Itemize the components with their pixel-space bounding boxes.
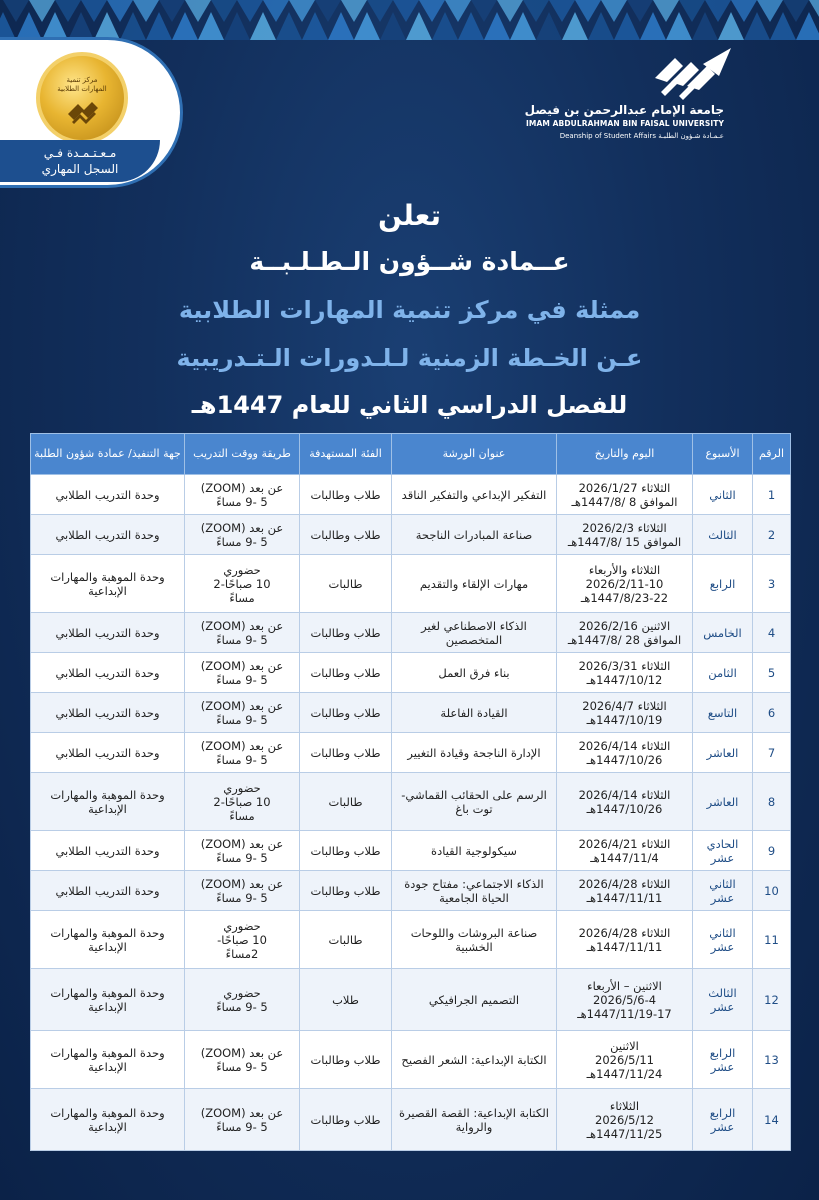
triangle-shape bbox=[705, 0, 731, 22]
cell-method: عن بعد (ZOOM) 5 -9 مساءً bbox=[185, 1089, 300, 1151]
table-row bbox=[31, 1089, 791, 1151]
cell-audience: طالبات bbox=[300, 911, 392, 969]
cell-audience: طلاب وطالبات bbox=[300, 871, 392, 911]
cell-method: عن بعد (ZOOM) 5 -9 مساءً bbox=[185, 475, 300, 515]
cell-title: التصميم الجرافيكي bbox=[392, 969, 557, 1031]
cell-week: الرابع عشر bbox=[693, 1031, 753, 1089]
cell-num: 14 bbox=[753, 1089, 791, 1151]
cell-date: الاثنين 2026/5/11 1447/11/24هـ bbox=[557, 1031, 693, 1089]
cell-week: التاسع bbox=[693, 693, 753, 733]
cell-num: 8 bbox=[753, 773, 791, 831]
triangle-pattern bbox=[0, 0, 819, 40]
university-name-en: IMAM ABDULRAHMAN BIN FAISAL UNIVERSITY bbox=[525, 119, 724, 128]
triangle-shape bbox=[289, 0, 315, 22]
triangle-shape bbox=[328, 12, 354, 40]
cell-date: الثلاثاء 2026/4/14 1447/10/26هـ bbox=[557, 773, 693, 831]
header-method: طريقة ووقت التدريب bbox=[185, 434, 300, 475]
table-row bbox=[31, 515, 791, 555]
cell-num: 6 bbox=[753, 693, 791, 733]
table-row bbox=[31, 969, 791, 1031]
triangle-shape bbox=[302, 12, 328, 40]
cell-week: العاشر bbox=[693, 773, 753, 831]
cell-num: 11 bbox=[753, 911, 791, 969]
cell-audience: طلاب وطالبات bbox=[300, 653, 392, 693]
cell-method: حضوري 10 صباحًا-2 مساءً bbox=[185, 555, 300, 613]
triangle-shape bbox=[666, 12, 692, 40]
header-week: الأسبوع bbox=[693, 434, 753, 475]
medal-text-2: المهارات الطلابية bbox=[57, 85, 107, 93]
cell-method: عن بعد (ZOOM) 5 -9 مساءً bbox=[185, 693, 300, 733]
cell-unit: وحدة الموهبة والمهارات الإبداعية bbox=[31, 1031, 185, 1089]
cell-audience: طلاب وطالبات bbox=[300, 1031, 392, 1089]
triangle-shape bbox=[679, 0, 705, 22]
gold-medal-icon bbox=[36, 52, 128, 144]
heading-semester: للفصل الدراسي الثاني للعام 1447هـ bbox=[191, 391, 628, 419]
triangle-shape bbox=[224, 12, 250, 40]
triangle-shape bbox=[341, 0, 367, 22]
triangle-shape bbox=[211, 0, 237, 22]
heading-plan: عـن الخـطة الزمنية لـلـدورات الـتـدريبية bbox=[176, 344, 643, 372]
triangle-shape bbox=[562, 12, 588, 40]
skills-record-badge bbox=[0, 40, 180, 185]
triangle-shape bbox=[653, 0, 679, 22]
cell-date: الاثنين 2026/2/16 الموافق 28 /1447/8هـ bbox=[557, 613, 693, 653]
triangle-shape bbox=[744, 12, 770, 40]
header-unit: جهة التنفيذ/ عمادة شؤون الطلبة bbox=[31, 434, 185, 475]
heading-center: ممثلة في مركز تنمية المهارات الطلابية bbox=[178, 296, 641, 324]
cell-date: الثلاثاء 2026/4/7 1447/10/19هـ bbox=[557, 693, 693, 733]
triangle-shape bbox=[198, 12, 224, 40]
cell-num: 12 bbox=[753, 969, 791, 1031]
triangle-shape bbox=[81, 0, 107, 22]
triangle-shape bbox=[627, 0, 653, 22]
triangle-shape bbox=[510, 12, 536, 40]
cell-audience: طلاب وطالبات bbox=[300, 613, 392, 653]
triangle-shape bbox=[471, 0, 497, 22]
badge-caption bbox=[0, 140, 160, 182]
triangle-shape bbox=[432, 12, 458, 40]
cell-date: الثلاثاء والأربعاء 2026/2/11-10 1447/8/23-22هـ bbox=[557, 555, 693, 613]
cell-audience: طلاب وطالبات bbox=[300, 733, 392, 773]
cell-week: الرابع bbox=[693, 555, 753, 613]
triangle-shape bbox=[146, 12, 172, 40]
cell-method: حضوري 5 -9 مساءً bbox=[185, 969, 300, 1031]
cell-num: 13 bbox=[753, 1031, 791, 1089]
triangle-shape bbox=[354, 12, 380, 40]
triangle-shape bbox=[94, 12, 120, 40]
triangle-shape bbox=[601, 0, 627, 22]
medal-emblem-icon bbox=[66, 100, 100, 128]
triangle-shape bbox=[172, 12, 198, 40]
triangle-shape bbox=[718, 12, 744, 40]
table-row bbox=[31, 613, 791, 653]
table-row bbox=[31, 773, 791, 831]
cell-title: الذكاء الاجتماعي: مفتاح جودة الحياة الجامعية bbox=[392, 871, 557, 911]
cell-num: 1 bbox=[753, 475, 791, 515]
deanship-label: Deanship of Student Affairs عـمـادة شـؤون الطلبـة bbox=[559, 132, 724, 140]
cell-title: الكتابة الإبداعية: الشعر الفصيح bbox=[392, 1031, 557, 1089]
cell-week: الخامس bbox=[693, 613, 753, 653]
heading-deanship: عــمادة شــؤون الـطـلـبــة bbox=[249, 247, 570, 276]
triangle-shape bbox=[185, 0, 211, 22]
table-row bbox=[31, 1031, 791, 1089]
triangle-shape bbox=[276, 12, 302, 40]
cell-num: 9 bbox=[753, 831, 791, 871]
cell-unit: وحدة التدريب الطلابي bbox=[31, 871, 185, 911]
cell-title: سيكولوجية القيادة bbox=[392, 831, 557, 871]
triangle-shape bbox=[380, 12, 406, 40]
cell-title: الرسم على الحقائب القماشي- توت باغ bbox=[392, 773, 557, 831]
badge-caption-line1: مـعـتـمـدة فـي bbox=[43, 146, 117, 160]
badge-caption-line2: السجل المهاري bbox=[41, 162, 119, 176]
cell-method: حضوري 10 صباحًا-2 مساءً bbox=[185, 773, 300, 831]
cell-unit: وحدة التدريب الطلابي bbox=[31, 475, 185, 515]
triangle-shape bbox=[549, 0, 575, 22]
announcement-headings bbox=[0, 193, 819, 429]
medal-text-1: مركز تنمية bbox=[66, 76, 98, 84]
triangle-shape bbox=[107, 0, 133, 22]
cell-unit: وحدة التدريب الطلابي bbox=[31, 515, 185, 555]
triangle-shape bbox=[133, 0, 159, 22]
cell-title: القيادة الفاعلة bbox=[392, 693, 557, 733]
cell-method: عن بعد (ZOOM) 5 -9 مساءً bbox=[185, 1031, 300, 1089]
cell-audience: طالبات bbox=[300, 555, 392, 613]
cell-num: 5 bbox=[753, 653, 791, 693]
cell-date: الثلاثاء 2026/4/28 1447/11/11هـ bbox=[557, 871, 693, 911]
triangle-shape bbox=[42, 12, 68, 40]
header-date: اليوم والتاريخ bbox=[557, 434, 693, 475]
triangle-shape bbox=[445, 0, 471, 22]
cell-date: الثلاثاء 2026/1/27 الموافق 8 /1447/8هـ bbox=[557, 475, 693, 515]
cell-unit: وحدة التدريب الطلابي bbox=[31, 831, 185, 871]
triangle-shape bbox=[367, 0, 393, 22]
cell-unit: وحدة الموهبة والمهارات الإبداعية bbox=[31, 773, 185, 831]
triangle-shape bbox=[575, 0, 601, 22]
cell-title: الكتابة الإبداعية: القصة القصيرة والرواية bbox=[392, 1089, 557, 1151]
cell-week: الحادي عشر bbox=[693, 831, 753, 871]
table-row bbox=[31, 733, 791, 773]
cell-date: الاثنين – الأربعاء 2026/5/6-4 1447/11/19-17هـ bbox=[557, 969, 693, 1031]
cell-method: عن بعد (ZOOM) 5 -9 مساءً bbox=[185, 733, 300, 773]
triangle-shape bbox=[68, 12, 94, 40]
cell-unit: وحدة التدريب الطلابي bbox=[31, 693, 185, 733]
triangle-shape bbox=[731, 0, 757, 22]
cell-week: الثاني bbox=[693, 475, 753, 515]
cell-method: عن بعد (ZOOM) 5 -9 مساءً bbox=[185, 515, 300, 555]
table-row bbox=[31, 911, 791, 969]
cell-method: عن بعد (ZOOM) 5 -9 مساءً bbox=[185, 831, 300, 871]
cell-audience: طالبات bbox=[300, 773, 392, 831]
cell-date: الثلاثاء 2026/2/3 الموافق 15 /1447/8هـ bbox=[557, 515, 693, 555]
triangle-shape bbox=[484, 12, 510, 40]
schedule-table bbox=[30, 433, 791, 1151]
header-num: الرقم bbox=[753, 434, 791, 475]
triangle-shape bbox=[406, 12, 432, 40]
table-row bbox=[31, 693, 791, 733]
table-row bbox=[31, 555, 791, 613]
triangle-shape bbox=[250, 12, 276, 40]
cell-date: الثلاثاء 2026/4/28 1447/11/11هـ bbox=[557, 911, 693, 969]
triangle-shape bbox=[588, 12, 614, 40]
cell-method: عن بعد (ZOOM) 5 -9 مساءً bbox=[185, 653, 300, 693]
table-row bbox=[31, 831, 791, 871]
triangle-shape bbox=[393, 0, 419, 22]
cell-date: الثلاثاء 2026/4/21 1447/11/4هـ bbox=[557, 831, 693, 871]
table-header-row bbox=[31, 434, 791, 475]
triangle-shape bbox=[29, 0, 55, 22]
cell-audience: طلاب وطالبات bbox=[300, 831, 392, 871]
triangle-shape bbox=[55, 0, 81, 22]
triangle-shape bbox=[757, 0, 783, 22]
cell-unit: وحدة الموهبة والمهارات الإبداعية bbox=[31, 555, 185, 613]
table-row bbox=[31, 871, 791, 911]
triangle-shape bbox=[315, 0, 341, 22]
cell-method: عن بعد (ZOOM) 5 -9 مساءً bbox=[185, 871, 300, 911]
cell-unit: وحدة الموهبة والمهارات الإبداعية bbox=[31, 911, 185, 969]
triangle-shape bbox=[497, 0, 523, 22]
cell-date: الثلاثاء 2026/3/31 1447/10/12هـ bbox=[557, 653, 693, 693]
table-row bbox=[31, 653, 791, 693]
cell-week: الثاني عشر bbox=[693, 911, 753, 969]
header-title: عنوان الورشة bbox=[392, 434, 557, 475]
triangle-shape bbox=[3, 0, 29, 22]
cell-week: الثامن bbox=[693, 653, 753, 693]
cell-audience: طلاب وطالبات bbox=[300, 1089, 392, 1151]
table-row bbox=[31, 475, 791, 515]
triangle-shape bbox=[120, 12, 146, 40]
cell-title: الذكاء الاصطناعي لغير المتخصصين bbox=[392, 613, 557, 653]
triangle-shape bbox=[523, 0, 549, 22]
triangle-shape bbox=[237, 0, 263, 22]
cell-unit: وحدة التدريب الطلابي bbox=[31, 613, 185, 653]
cell-week: الثالث bbox=[693, 515, 753, 555]
cell-week: العاشر bbox=[693, 733, 753, 773]
cell-title: التفكير الإبداعي والتفكير الناقد bbox=[392, 475, 557, 515]
cell-num: 10 bbox=[753, 871, 791, 911]
cell-unit: وحدة التدريب الطلابي bbox=[31, 653, 185, 693]
triangle-shape bbox=[536, 12, 562, 40]
cell-title: مهارات الإلقاء والتقديم bbox=[392, 555, 557, 613]
triangle-shape bbox=[692, 12, 718, 40]
cell-num: 7 bbox=[753, 733, 791, 773]
cell-method: عن بعد (ZOOM) 5 -9 مساءً bbox=[185, 613, 300, 653]
triangle-shape bbox=[783, 0, 809, 22]
cell-num: 3 bbox=[753, 555, 791, 613]
cell-audience: طلاب وطالبات bbox=[300, 475, 392, 515]
cell-week: الثاني عشر bbox=[693, 871, 753, 911]
triangle-shape bbox=[614, 12, 640, 40]
heading-announces: تعلن bbox=[378, 199, 441, 232]
triangle-shape bbox=[159, 0, 185, 22]
cell-week: الثالث عشر bbox=[693, 969, 753, 1031]
triangle-shape bbox=[458, 12, 484, 40]
cell-date: الثلاثاء 2026/4/14 1447/10/26هـ bbox=[557, 733, 693, 773]
cell-audience: طلاب bbox=[300, 969, 392, 1031]
cell-date: الثلاثاء 2026/5/12 1447/11/25هـ bbox=[557, 1089, 693, 1151]
cell-unit: وحدة التدريب الطلابي bbox=[31, 733, 185, 773]
cell-title: بناء فرق العمل bbox=[392, 653, 557, 693]
triangle-shape bbox=[796, 12, 819, 40]
header-audience: الفئة المستهدفة bbox=[300, 434, 392, 475]
cell-num: 4 bbox=[753, 613, 791, 653]
university-logo-icon bbox=[645, 42, 741, 102]
cell-num: 2 bbox=[753, 515, 791, 555]
triangle-shape bbox=[419, 0, 445, 22]
cell-unit: وحدة الموهبة والمهارات الإبداعية bbox=[31, 1089, 185, 1151]
cell-audience: طلاب وطالبات bbox=[300, 515, 392, 555]
triangle-shape bbox=[770, 12, 796, 40]
triangle-shape bbox=[640, 12, 666, 40]
cell-title: الإدارة الناجحة وقيادة التغيير bbox=[392, 733, 557, 773]
triangle-shape bbox=[16, 12, 42, 40]
cell-unit: وحدة الموهبة والمهارات الإبداعية bbox=[31, 969, 185, 1031]
triangle-shape bbox=[263, 0, 289, 22]
cell-method: حضوري 10 صباحًا- 2مساءً bbox=[185, 911, 300, 969]
cell-audience: طلاب وطالبات bbox=[300, 693, 392, 733]
cell-week: الرابع عشر bbox=[693, 1089, 753, 1151]
schedule-table-container bbox=[30, 433, 790, 1151]
cell-title: صناعة المبادرات الناجحة bbox=[392, 515, 557, 555]
cell-title: صناعة البروشات واللوحات الخشبية bbox=[392, 911, 557, 969]
university-name-ar: جامعة الإمام عبدالرحمن بن فيصل bbox=[524, 103, 724, 117]
